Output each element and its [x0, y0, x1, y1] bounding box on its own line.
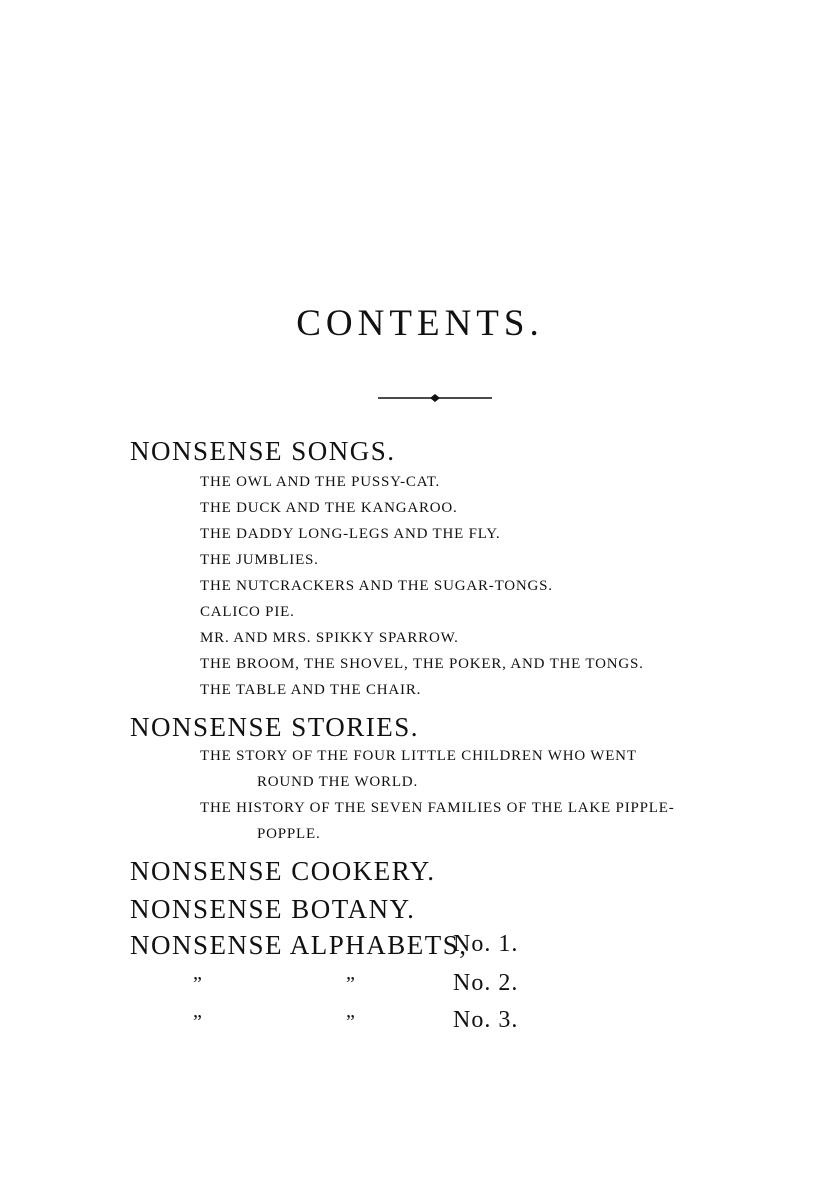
section-heading-cookery: NONSENSE COOKERY. — [130, 856, 436, 886]
alphabet-number: No. 2. — [453, 970, 519, 996]
toc-entry: THE NUTCRACKERS AND THE SUGAR-TONGS. — [200, 578, 553, 594]
toc-entry: MR. AND MRS. SPIKKY SPARROW. — [200, 630, 459, 646]
toc-entry: THE STORY OF THE FOUR LITTLE CHILDREN WHO WENT — [200, 748, 637, 764]
toc-entry: THE HISTORY OF THE SEVEN FAMILIES OF THE LAKE PIPPLE- — [200, 800, 675, 816]
toc-entry: THE OWL AND THE PUSSY-CAT. — [200, 474, 441, 490]
toc-entry: THE BROOM, THE SHOVEL, THE POKER, AND THE TONGS. — [200, 656, 644, 672]
section-heading-songs: NONSENSE SONGS. — [130, 436, 396, 466]
toc-entry: THE DUCK AND THE KANGAROO. — [200, 500, 458, 516]
section-heading-alphabets: NONSENSE ALPHABETS, — [130, 930, 468, 960]
toc-entry: THE JUMBLIES. — [200, 552, 319, 568]
ornament-divider — [378, 392, 492, 404]
toc-entry: THE DADDY LONG-LEGS AND THE FLY. — [200, 526, 501, 542]
ditto-mark: ” — [346, 973, 355, 995]
toc-entry: CALICO PIE. — [200, 604, 295, 620]
alphabet-number: No. 1. — [453, 931, 519, 957]
section-heading-stories: NONSENSE STORIES. — [130, 712, 420, 742]
page-title: CONTENTS. — [296, 303, 544, 344]
toc-entry: THE TABLE AND THE CHAIR. — [200, 682, 422, 698]
toc-entry-continuation: POPPLE. — [257, 826, 321, 842]
alphabet-number: No. 3. — [453, 1007, 519, 1033]
toc-entry-continuation: ROUND THE WORLD. — [257, 774, 418, 790]
ditto-mark: ” — [193, 973, 202, 995]
ditto-mark: ” — [193, 1011, 202, 1033]
section-heading-botany: NONSENSE BOTANY. — [130, 894, 416, 924]
ditto-mark: ” — [346, 1011, 355, 1033]
